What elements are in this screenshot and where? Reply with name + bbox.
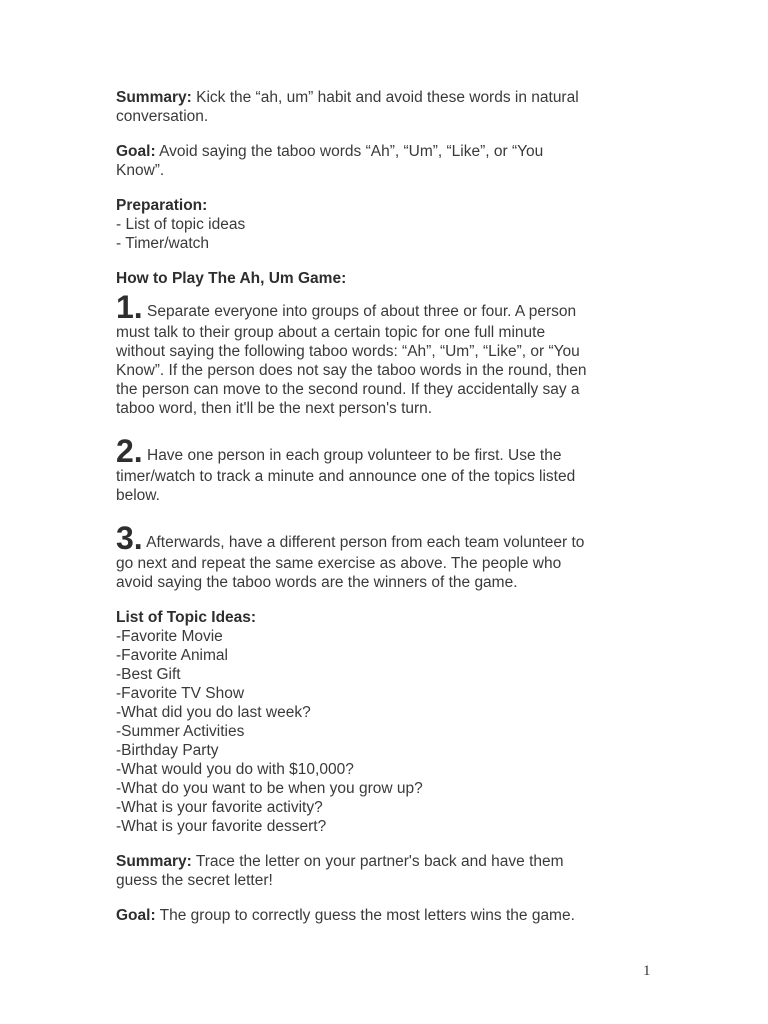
list-item: -What did you do last week?: [116, 704, 311, 721]
how-to-play-section: [116, 269, 651, 592]
list-item: -What is your favorite activity?: [116, 799, 323, 816]
step-number: 2.: [116, 433, 143, 469]
step-1-text-line-1: Separate everyone into groups of about three or four. A person: [142, 303, 577, 320]
summary-1-text-line-2: conversation.: [116, 108, 209, 125]
preparation-item: - List of topic ideas: [116, 216, 246, 233]
list-item: -Best Gift: [116, 666, 181, 683]
list-item: -What is your favorite dessert?: [116, 818, 327, 835]
preparation-section: [116, 196, 651, 253]
preparation-heading: Preparation:: [116, 197, 208, 214]
document-page: [116, 88, 651, 925]
step-number: 3.: [116, 520, 143, 556]
summary-1-label: Summary:: [116, 89, 192, 106]
step-number: 1.: [116, 289, 143, 325]
summary-2-label: Summary:: [116, 853, 192, 870]
step-1-text-line: must talk to their group about a certain topic for one full minute: [116, 324, 546, 341]
goal-1-label: Goal:: [116, 143, 156, 160]
step-2-text-line-1: Have one person in each group volunteer to be first. Use the: [142, 447, 562, 464]
goal-1-text-line-1: Avoid saying the taboo words “Ah”, “Um”, “Like”, or “You: [155, 143, 544, 160]
step-1: [116, 289, 651, 418]
list-item: -What do you want to be when you grow up?: [116, 780, 423, 797]
list-item: -Favorite Movie: [116, 628, 223, 645]
goal-2: [116, 906, 651, 925]
how-to-play-heading: How to Play The Ah, Um Game:: [116, 270, 347, 287]
list-item: -Favorite Animal: [116, 647, 228, 664]
step-1-text-line: Know”. If the person does not say the taboo words in the round, then: [116, 362, 587, 379]
step-3-text-line: go next and repeat the same exercise as above. The people who: [116, 555, 562, 572]
list-item: -Birthday Party: [116, 742, 219, 759]
summary-2-text-line-2: guess the secret letter!: [116, 872, 273, 889]
step-3-text-line-1: Afterwards, have a different person from each team volunteer to: [142, 534, 585, 551]
summary-1-text-line-1: Kick the “ah, um” habit and avoid these words in natural: [191, 89, 579, 106]
list-item: -Summer Activities: [116, 723, 245, 740]
step-2: [116, 433, 651, 505]
step-3: [116, 520, 651, 592]
step-3-text-line: avoid saying the taboo words are the winners of the game.: [116, 574, 518, 591]
summary-2: [116, 852, 651, 890]
summary-1: [116, 88, 651, 126]
goal-1-text-line-2: Know”.: [116, 162, 165, 179]
step-2-text-line: timer/watch to track a minute and announce one of the topics listed: [116, 468, 576, 485]
topic-ideas-heading: List of Topic Ideas:: [116, 609, 257, 626]
page-number: 1: [643, 963, 651, 979]
list-item: -Favorite TV Show: [116, 685, 245, 702]
list-item: -What would you do with $10,000?: [116, 761, 354, 778]
goal-2-label: Goal:: [116, 907, 156, 924]
topic-list: [116, 627, 651, 836]
step-1-text-line: taboo word, then it'll be the next person's turn.: [116, 400, 433, 417]
goal-1: [116, 142, 651, 180]
preparation-item: - Timer/watch: [116, 235, 210, 252]
step-1-text-line: without saying the following taboo words: “Ah”, “Um”, “Like”, or “You: [116, 343, 580, 360]
topic-ideas-section: [116, 608, 651, 836]
goal-2-text-line-1: The group to correctly guess the most letters wins the game.: [155, 907, 575, 924]
summary-2-text-line-1: Trace the letter on your partner's back and have them: [191, 853, 564, 870]
step-2-text-line: below.: [116, 487, 160, 504]
step-1-text-line: the person can move to the second round. If they accidentally say a: [116, 381, 580, 398]
